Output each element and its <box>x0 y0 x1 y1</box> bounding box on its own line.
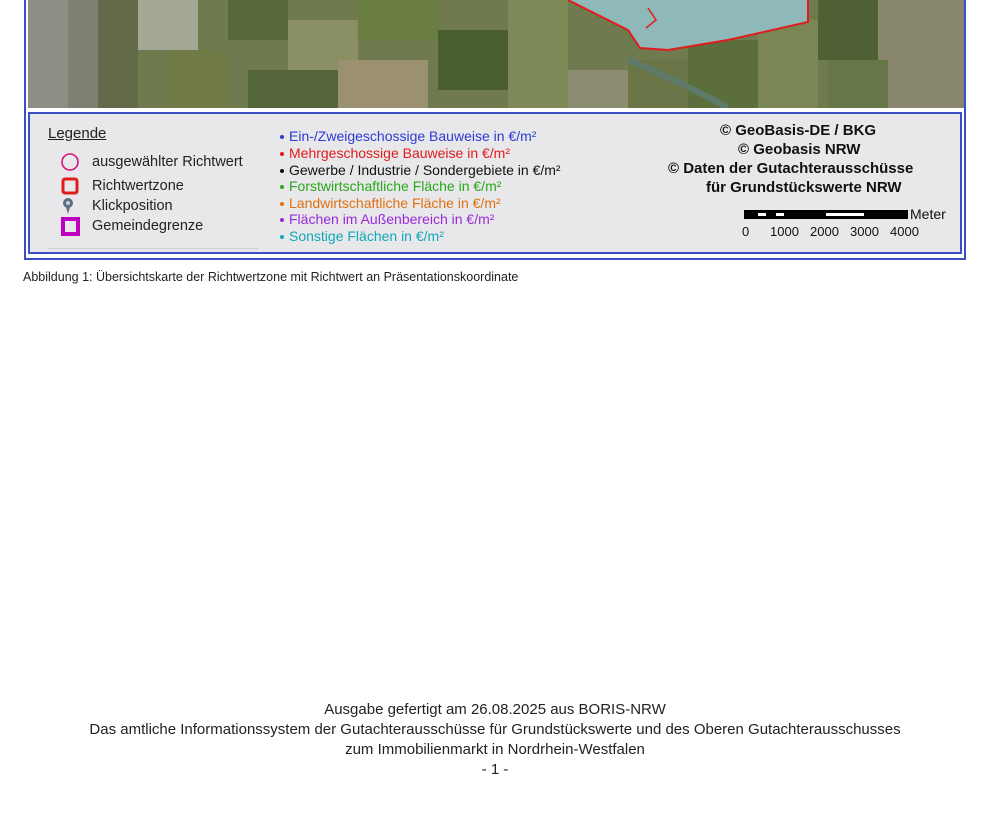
copyright-geobasis-nrw: © Geobasis NRW <box>738 141 861 158</box>
scale-tick: 2000 <box>810 224 839 239</box>
category-multi-storey: Mehrgeschossige Bauweise in €/m² <box>280 145 510 161</box>
scale-tick: 3000 <box>850 224 879 239</box>
category-commercial: Gewerbe / Industrie / Sondergebiete in €/m² <box>280 162 561 178</box>
category-forestry: Forstwirtschaftliche Fläche in €/m² <box>280 178 501 194</box>
map-frame <box>24 0 966 260</box>
satellite-map-svg <box>28 0 964 108</box>
legend-item-boundary <box>60 216 203 236</box>
legend-item-label: Richtwertzone <box>92 178 184 194</box>
legend-divider <box>48 248 258 249</box>
copyright-gutachter: © Daten der Gutachterausschüsse <box>668 160 914 177</box>
footer-region: zum Immobilienmarkt in Nordrhein-Westfalen <box>345 741 645 758</box>
copyright-bkg: © GeoBasis-DE / BKG <box>720 122 877 139</box>
legend-title: Legende <box>48 125 107 142</box>
legend-item-label: ausgewählter Richtwert <box>92 154 243 170</box>
circle-outline-icon <box>60 152 82 172</box>
category-agriculture: Landwirtschaftliche Fläche in €/m² <box>280 195 501 211</box>
legend-item-selected-value <box>60 152 243 172</box>
red-square-icon <box>60 176 82 196</box>
category-one-two-storey: Ein-/Zweigeschossige Bauweise in €/m² <box>280 128 536 144</box>
category-other: Sonstige Flächen in €/m² <box>280 228 444 244</box>
map-pin-icon <box>60 196 82 216</box>
page-footer <box>0 700 990 780</box>
page-number: - 1 - <box>481 761 509 778</box>
category-outer-area: Flächen im Außenbereich in €/m² <box>280 211 494 227</box>
scale-bar <box>744 210 908 219</box>
legend-item-zone <box>60 176 184 196</box>
scale-tick: 0 <box>742 224 750 239</box>
figure-caption: Abbildung 1: Übersichtskarte der Richtwertzone mit Richtwert an Präsentationskoordinate <box>23 270 519 284</box>
legend-panel <box>28 112 962 254</box>
scale-tick: 4000 <box>890 224 919 239</box>
copyright-nrw: für Grundstückswerte NRW <box>706 179 902 196</box>
legend-item-label: Gemeindegrenze <box>92 218 204 234</box>
legend-item-label: Klickposition <box>92 198 173 214</box>
footer-issue-date: Ausgabe gefertigt am 26.08.2025 aus BORIS-NRW <box>324 701 666 718</box>
magenta-square-icon <box>60 216 82 236</box>
footer-system-description: Das amtliche Informationssystem der Gutachterausschüsse für Grundstückswerte und des Oberen Gutachterausschusses <box>89 721 901 738</box>
satellite-map-image <box>28 0 964 108</box>
scale-unit-label: Meter <box>910 206 946 222</box>
legend-item-click-position <box>60 196 173 216</box>
scale-tick: 1000 <box>770 224 799 239</box>
